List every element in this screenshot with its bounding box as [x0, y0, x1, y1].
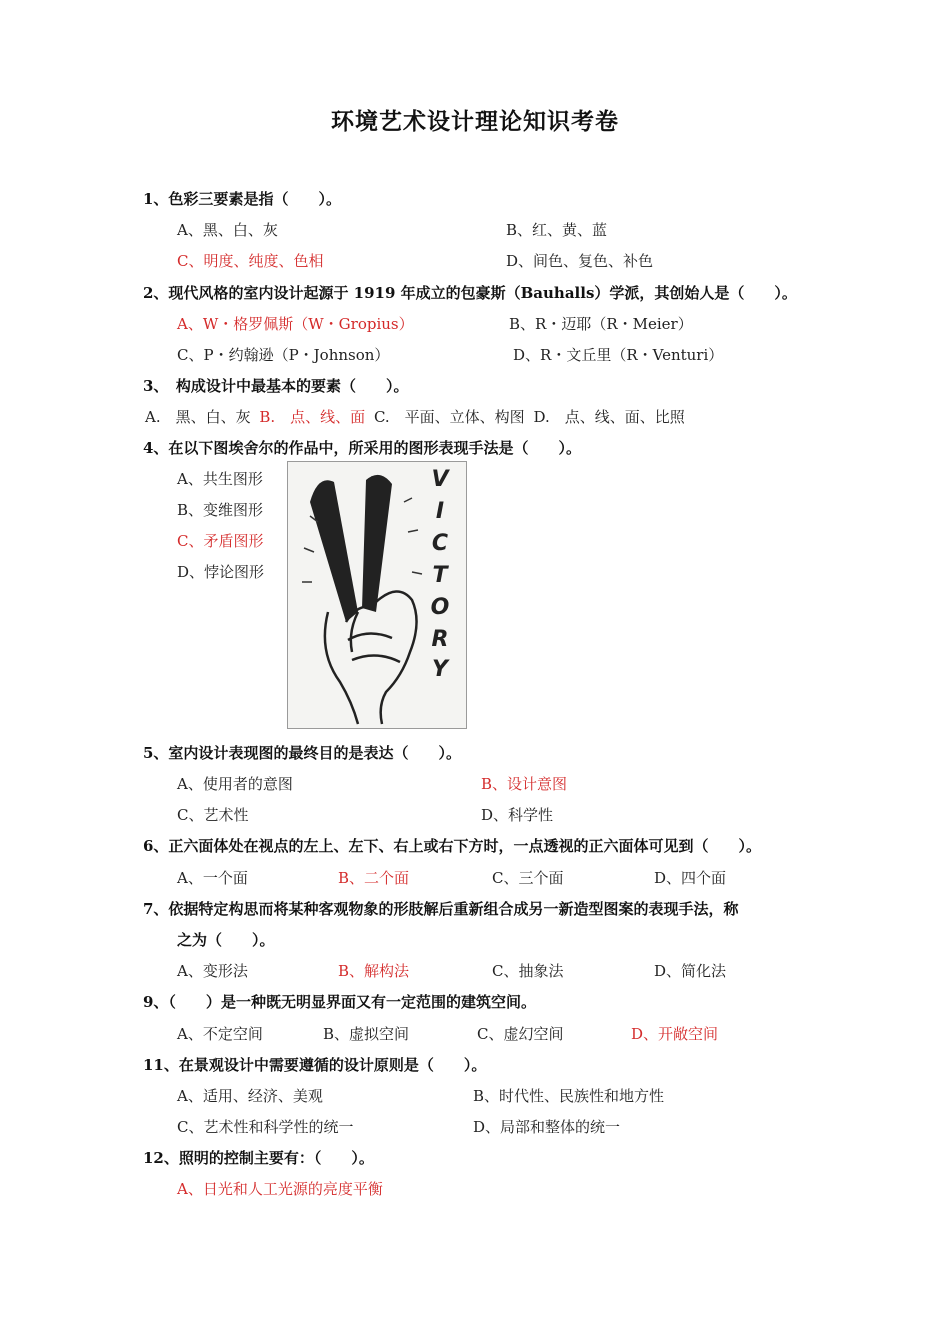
question-12-stem: 12、照明的控制主要有：（ ）。: [143, 1149, 374, 1167]
right-finger-shape: [362, 475, 392, 612]
q5-option-b-answer: B、设计意图: [481, 775, 568, 793]
q5-option-a: A、使用者的意图: [177, 775, 293, 793]
q5-option-c: C、艺术性: [177, 806, 249, 824]
q3-options-line: [145, 406, 685, 427]
victory-letter-y: Y: [432, 657, 448, 682]
victory-letter-o: O: [430, 595, 450, 620]
q4-option-b: B、变维图形: [177, 501, 264, 519]
left-finger-shape: [310, 480, 358, 622]
q12-option-a-answer: A、日光和人工光源的亮度平衡: [177, 1180, 383, 1198]
question-2-stem: 2、现代风格的室内设计起源于 1919 年成立的包豪斯（Bauhalls）学派，其创始人是（ ）。: [143, 284, 797, 302]
q11-option-a: A、适用、经济、美观: [177, 1087, 323, 1105]
q3-option-c: C. 平面、立体、构图: [373, 408, 525, 426]
q9-option-a: A、不定空间: [177, 1025, 263, 1043]
question-4-stem: 4、在以下图埃舍尔的作品中，所采用的图形表现手法是（ ）。: [143, 439, 581, 457]
q4-option-a: A、共生图形: [177, 470, 263, 488]
question-5-stem: 5、室内设计表现图的最终目的是表达（ ）。: [143, 744, 461, 762]
question-3-stem: 3、 构成设计中最基本的要素（ ）。: [143, 377, 409, 395]
victory-letter-r: R: [431, 627, 449, 652]
q2-option-b: B、R・迈耶（R・Meier）: [509, 315, 693, 333]
victory-letter-t: T: [432, 563, 448, 588]
q11-option-d: D、局部和整体的统一: [473, 1118, 621, 1136]
q6-option-b-answer: B、二个面: [338, 869, 410, 887]
q3-option-d: D. 点、线、面、比照: [533, 408, 685, 426]
q1-option-a: A、黑、白、灰: [177, 221, 278, 239]
escher-victory-figure: [287, 461, 467, 729]
question-9-stem: 9、（ ）是一种既无明显界面又有一定范围的建筑空间。: [143, 993, 536, 1011]
q7-option-b-answer: B、解构法: [338, 962, 410, 980]
q9-option-b: B、虚拟空间: [323, 1025, 410, 1043]
question-11-stem: 11、在景观设计中需要遵循的设计原则是（ ）。: [143, 1056, 487, 1074]
victory-letter-v: V: [431, 467, 449, 492]
q7-option-a: A、变形法: [177, 962, 248, 980]
q3-option-b-answer: B. 点、线、面: [259, 408, 366, 426]
q7-option-c: C、抽象法: [492, 962, 564, 980]
question-7-stem: 7、依据特定构思而将某种客观物象的形肢解后重新组合成另一新造型图案的表现手法，称: [143, 900, 739, 918]
question-1-stem: 1、色彩三要素是指（ ）。: [143, 190, 341, 208]
q1-option-b: B、红、黄、蓝: [506, 221, 608, 239]
q6-option-a: A、一个面: [177, 869, 248, 887]
q2-option-d: D、R・文丘里（R・Venturi）: [513, 346, 724, 364]
question-7-stem-continued: 之为（ ）。: [177, 931, 275, 949]
q1-option-c-answer: C、明度、纯度、色相: [177, 252, 324, 270]
victory-letter-c: C: [431, 531, 449, 556]
q9-option-d-answer: D、开敞空间: [631, 1025, 719, 1043]
q4-option-d: D、悖论图形: [177, 563, 265, 581]
q11-option-b: B、时代性、民族性和地方性: [473, 1087, 665, 1105]
q2-option-a-answer: A、W・格罗佩斯（W・Gropius）: [177, 315, 414, 333]
exam-title: 环境艺术设计理论知识考卷: [331, 109, 619, 135]
q6-option-c: C、三个面: [492, 869, 564, 887]
q5-option-d: D、科学性: [481, 806, 554, 824]
q7-option-d: D、简化法: [654, 962, 727, 980]
q4-option-c-answer: C、矛盾图形: [177, 532, 264, 550]
q6-option-d: D、四个面: [654, 869, 727, 887]
q2-option-c: C、P・约翰逊（P・Johnson）: [177, 346, 390, 364]
hand-outline: [325, 591, 417, 724]
victory-hand-illustration: [288, 462, 466, 728]
victory-letter-i: I: [435, 499, 445, 524]
q3-option-a: A. 黑、白、灰: [145, 408, 251, 426]
q9-option-c: C、虚幻空间: [477, 1025, 564, 1043]
q11-option-c: C、艺术性和科学性的统一: [177, 1118, 354, 1136]
q1-option-d: D、间色、复色、补色: [506, 252, 654, 270]
question-6-stem: 6、正六面体处在视点的左上、左下、右上或右下方时，一点透视的正六面体可见到（ ）。: [143, 837, 761, 855]
